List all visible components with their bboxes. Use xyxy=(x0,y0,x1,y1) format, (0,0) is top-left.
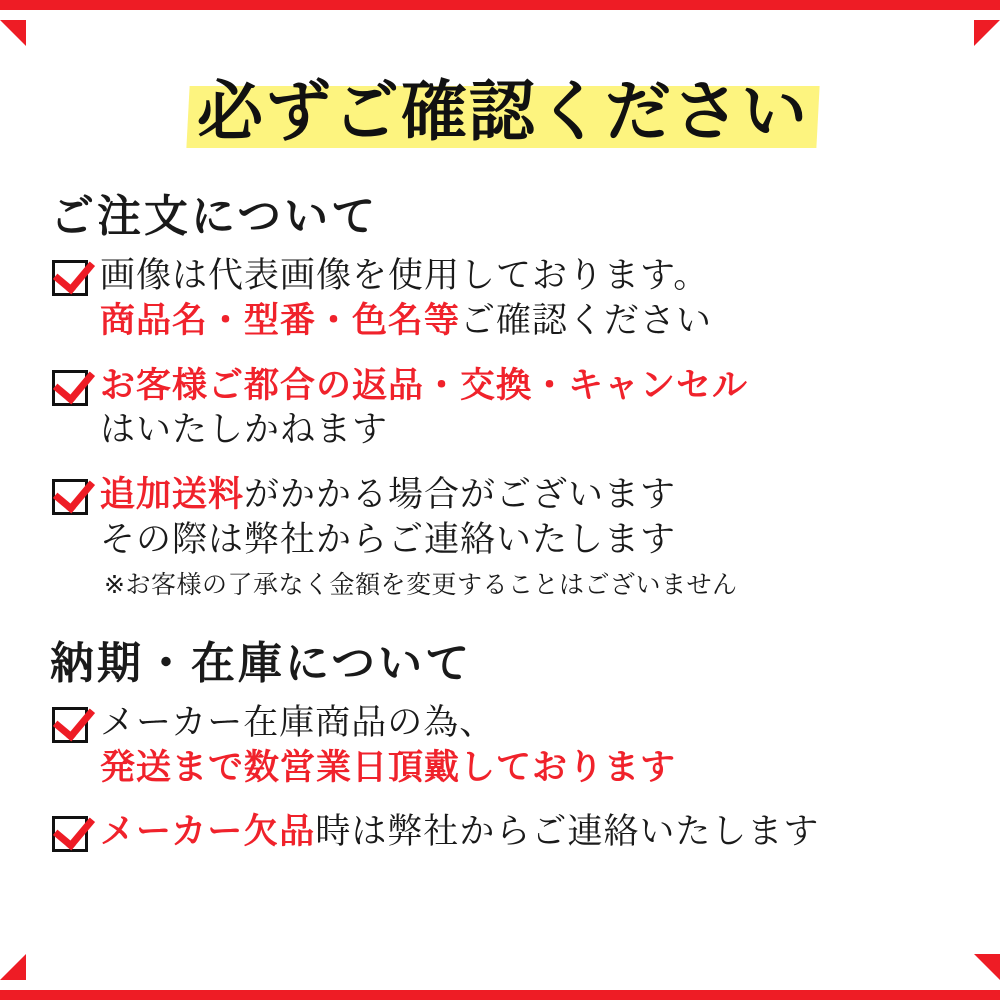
list-item-line: はいたしかねます xyxy=(100,410,389,451)
list-item-note: ※お客様の了承なく金額を変更することはございません xyxy=(104,569,738,599)
emphasis-text: 追加送料 xyxy=(100,475,245,516)
list-item-line xyxy=(100,299,960,344)
list-item-line-rest: がかかる場合がございます xyxy=(244,475,677,516)
list-item-line: 発送まで数営業日頂戴しております xyxy=(100,747,677,788)
list-item-line xyxy=(100,810,960,855)
checkmark-icon xyxy=(52,260,88,296)
list-item xyxy=(46,473,960,601)
list-item xyxy=(46,364,960,454)
checkmark-icon xyxy=(52,370,88,406)
list-item-text xyxy=(100,364,960,454)
emphasis-text: 商品名・型番・色名等 xyxy=(100,300,461,341)
list-item-text xyxy=(100,473,960,601)
list-item-text xyxy=(100,810,960,855)
emphasis-text: メーカー欠品 xyxy=(100,812,316,853)
list-item-line-rest: ご確認ください xyxy=(460,300,713,341)
list-item xyxy=(46,254,960,344)
list-item-line-rest: 時は弊社からご連絡いたします xyxy=(315,812,820,853)
checkmark-icon xyxy=(52,479,88,515)
page-title: 必ずご確認ください xyxy=(197,73,809,150)
list-item-line xyxy=(100,473,960,518)
list-item xyxy=(46,701,960,791)
list-item-text xyxy=(100,254,960,344)
list-item-text xyxy=(100,701,960,791)
page-title-block xyxy=(46,62,960,162)
list-item-line: その際は弊社からご連絡いたします xyxy=(100,519,677,560)
list-item-line: 画像は代表画像を使用しております。 xyxy=(100,256,710,296)
list-item-line: メーカー在庫商品の為、 xyxy=(100,702,496,743)
checkmark-icon xyxy=(52,816,88,852)
section-heading-delivery: 納期・在庫について xyxy=(50,637,473,689)
notice-content xyxy=(0,20,1000,980)
section-heading-orders: ご注文について xyxy=(50,191,379,242)
checkmark-icon xyxy=(52,707,88,743)
list-item xyxy=(46,810,960,855)
list-item-line: お客様ご都合の返品・交換・キャンセル xyxy=(100,365,749,406)
